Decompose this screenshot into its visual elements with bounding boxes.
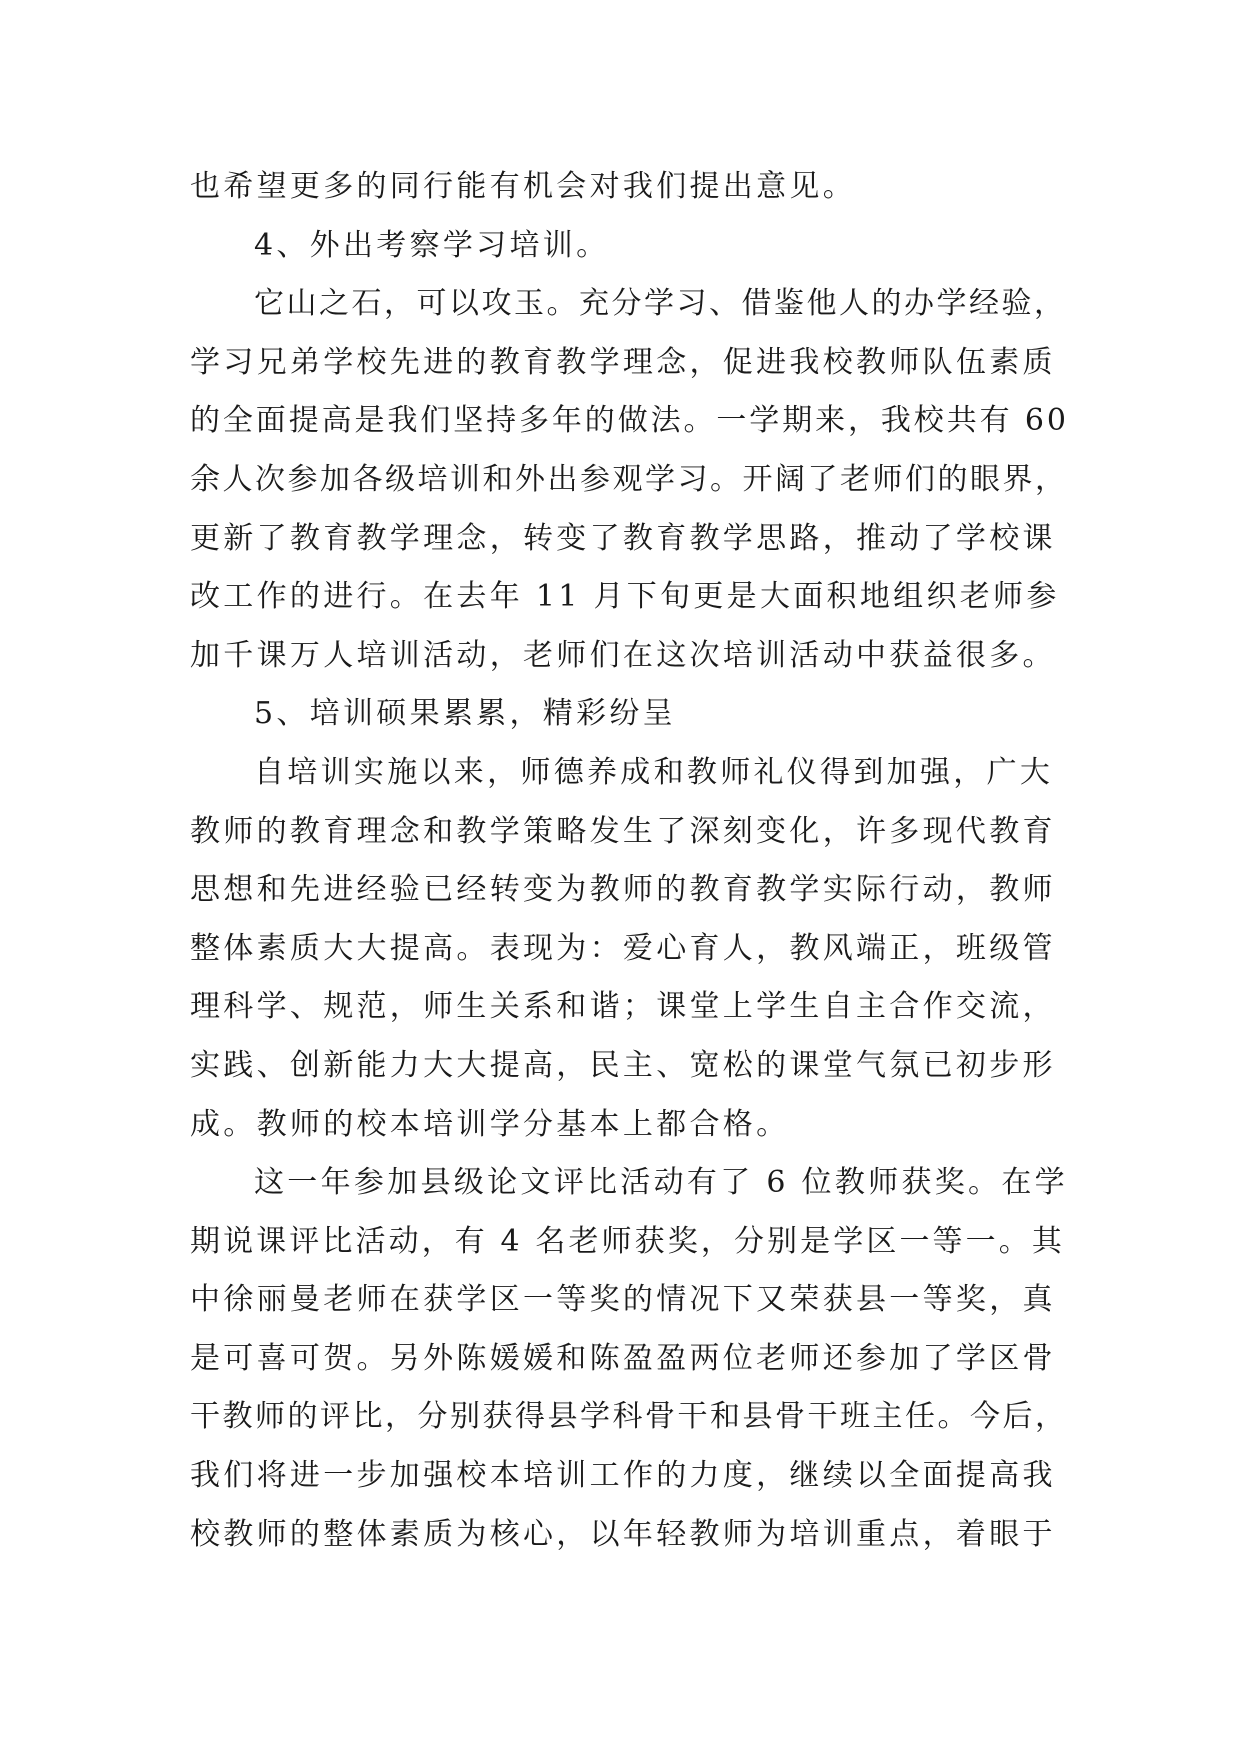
text-line: 成。教师的校本培训学分基本上都合格。	[190, 1106, 790, 1142]
text-line: 校教师的整体素质为核心，以年轻教师为培训重点，着眼于	[190, 1516, 1056, 1552]
text-line: 5、培训硕果累累，精彩纷呈	[254, 696, 676, 732]
text-line: 更新了教育教学理念，转变了教育教学思路，推动了学校课	[190, 520, 1056, 556]
text-line: 余人次参加各级培训和外出参观学习。开阔了老师们的眼界，	[190, 461, 1068, 497]
text-line: 理科学、规范，师生关系和谐；课堂上学生自主合作交流，	[190, 989, 1056, 1025]
text-line: 期说课评比活动，有 4 名老师获奖，分别是学区一等一。其	[190, 1223, 1065, 1259]
text-line: 实践、创新能力大大提高，民主、宽松的课堂气氛已初步形	[190, 1047, 1056, 1083]
text-line: 也希望更多的同行能有机会对我们提出意见。	[190, 169, 856, 204]
text-line: 干教师的评比，分别获得县学科骨干和县骨干班主任。今后，	[190, 1399, 1068, 1435]
text-line: 加千课万人培训活动，老师们在这次培训活动中获益很多。	[190, 637, 1056, 673]
text-line: 自培训实施以来，师德养成和教师礼仪得到加强，广大	[254, 754, 1054, 790]
text-line: 学习兄弟学校先进的教育教学理念，促进我校教师队伍素质	[190, 344, 1056, 380]
text-line: 的全面提高是我们坚持多年的做法。一学期来，我校共有 60	[190, 403, 1069, 439]
text-line: 我们将进一步加强校本培训工作的力度，继续以全面提高我	[190, 1458, 1056, 1494]
text-line: 中徐丽曼老师在获学区一等奖的情况下又荣获县一等奖，真	[190, 1282, 1056, 1318]
text-line: 教师的教育理念和教学策略发生了深刻变化，许多现代教育	[190, 813, 1056, 849]
text-line: 思想和先进经验已经转变为教师的教育教学实际行动，教师	[190, 872, 1056, 908]
text-line: 这一年参加县级论文评比活动有了 6 位教师获奖。在学	[254, 1165, 1068, 1201]
text-line: 改工作的进行。在去年 11 月下旬更是大面积地组织老师参	[190, 579, 1060, 615]
text-line: 4、外出考察学习培训。	[254, 227, 610, 263]
text-line: 是可喜可贺。另外陈媛媛和陈盈盈两位老师还参加了学区骨	[190, 1340, 1056, 1376]
text-line: 整体素质大大提高。表现为：爱心育人，教风端正，班级管	[190, 930, 1056, 966]
document-body	[190, 158, 1070, 1564]
text-line: 它山之石，可以攻玉。充分学习、借鉴他人的办学经验，	[254, 286, 1067, 322]
